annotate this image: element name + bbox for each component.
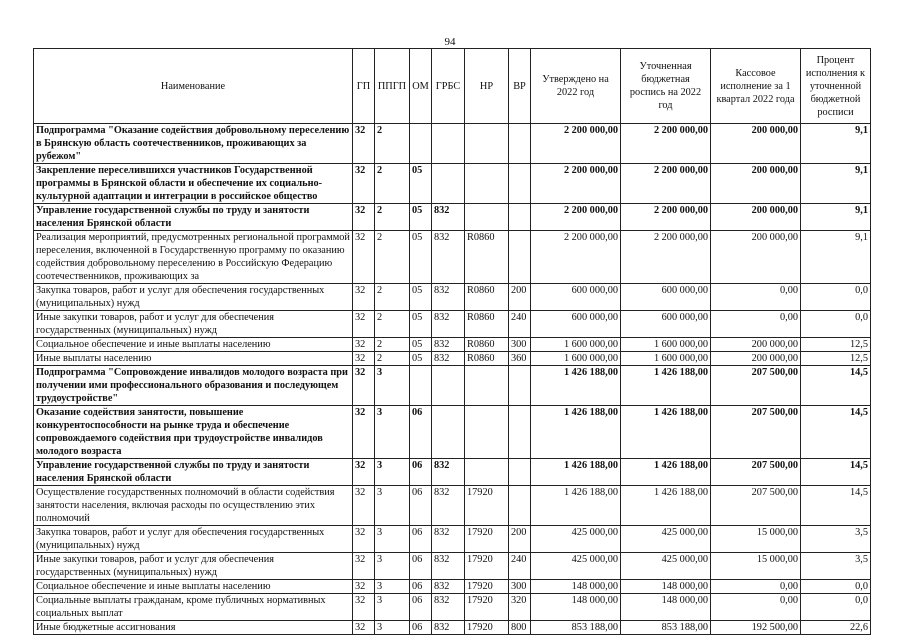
execution-percent-cell: 0,0 <box>801 284 871 311</box>
grbs-cell: 832 <box>432 338 465 352</box>
grbs-cell: 832 <box>432 526 465 553</box>
name-cell: Иные бюджетные ассигнования <box>34 621 353 635</box>
cash-execution-cell: 207 500,00 <box>711 486 801 526</box>
name-cell: Иные закупки товаров, работ и услуг для обеспечения государственных (муниципальных) нужд <box>34 553 353 580</box>
gp-cell: 32 <box>353 284 375 311</box>
header-ppgp: ППГП <box>375 49 410 124</box>
execution-percent-cell: 3,5 <box>801 526 871 553</box>
gp-cell: 32 <box>353 204 375 231</box>
om-cell: 06 <box>410 594 432 621</box>
ppgp-cell: 3 <box>375 594 410 621</box>
om-cell: 06 <box>410 553 432 580</box>
cash-execution-cell: 200 000,00 <box>711 164 801 204</box>
ppgp-cell: 2 <box>375 284 410 311</box>
name-cell: Подпрограмма "Оказание содействия добровольному переселению в Брянскую область соотечественников, проживающих за рубежом" <box>34 124 353 164</box>
ppgp-cell: 3 <box>375 366 410 406</box>
gp-cell: 32 <box>353 311 375 338</box>
header-name: Наименование <box>34 49 353 124</box>
nr-cell <box>465 406 509 459</box>
cash-execution-cell: 15 000,00 <box>711 553 801 580</box>
grbs-cell <box>432 164 465 204</box>
om-cell: 05 <box>410 164 432 204</box>
ppgp-cell: 3 <box>375 486 410 526</box>
execution-percent-cell: 12,5 <box>801 338 871 352</box>
refined-budget-cell: 425 000,00 <box>621 526 711 553</box>
nr-cell: 17920 <box>465 594 509 621</box>
name-cell: Закупка товаров, работ и услуг для обеспечения государственных (муниципальных) нужд <box>34 284 353 311</box>
ppgp-cell: 2 <box>375 204 410 231</box>
vr-cell <box>509 459 531 486</box>
refined-budget-cell: 600 000,00 <box>621 284 711 311</box>
om-cell: 05 <box>410 204 432 231</box>
ppgp-cell: 2 <box>375 231 410 284</box>
gp-cell: 32 <box>353 406 375 459</box>
approved-cell: 853 188,00 <box>531 621 621 635</box>
gp-cell: 32 <box>353 621 375 635</box>
grbs-cell <box>432 366 465 406</box>
execution-percent-cell: 3,5 <box>801 553 871 580</box>
grbs-cell: 832 <box>432 594 465 621</box>
om-cell <box>410 124 432 164</box>
gp-cell: 32 <box>353 338 375 352</box>
grbs-cell: 832 <box>432 352 465 366</box>
refined-budget-cell: 2 200 000,00 <box>621 231 711 284</box>
execution-percent-cell: 9,1 <box>801 164 871 204</box>
table-row <box>34 459 871 486</box>
grbs-cell: 832 <box>432 204 465 231</box>
execution-percent-cell: 9,1 <box>801 204 871 231</box>
refined-budget-cell: 1 426 188,00 <box>621 406 711 459</box>
cash-execution-cell: 207 500,00 <box>711 366 801 406</box>
om-cell: 05 <box>410 311 432 338</box>
cash-execution-cell: 0,00 <box>711 580 801 594</box>
cash-execution-cell: 0,00 <box>711 311 801 338</box>
table-row <box>34 366 871 406</box>
om-cell: 05 <box>410 352 432 366</box>
table-row <box>34 594 871 621</box>
header-refined-budget: Уточненная бюджетная роспись на 2022 год <box>621 49 711 124</box>
grbs-cell: 832 <box>432 621 465 635</box>
header-cash-execution: Кассовое исполнение за 1 квартал 2022 года <box>711 49 801 124</box>
table-row <box>34 284 871 311</box>
name-cell: Закрепление переселившихся участников Государственной программы в Брянской области и обеспечение их социально-культурной адаптации и интеграции в российское общество <box>34 164 353 204</box>
gp-cell: 32 <box>353 580 375 594</box>
header-approved: Утверждено на 2022 год <box>531 49 621 124</box>
refined-budget-cell: 148 000,00 <box>621 594 711 621</box>
name-cell: Иные выплаты населению <box>34 352 353 366</box>
om-cell: 06 <box>410 580 432 594</box>
table-row <box>34 580 871 594</box>
vr-cell: 360 <box>509 352 531 366</box>
table-row <box>34 526 871 553</box>
vr-cell: 300 <box>509 338 531 352</box>
table-body <box>34 124 871 635</box>
execution-percent-cell: 22,6 <box>801 621 871 635</box>
refined-budget-cell: 853 188,00 <box>621 621 711 635</box>
table-row <box>34 406 871 459</box>
cash-execution-cell: 192 500,00 <box>711 621 801 635</box>
refined-budget-cell: 425 000,00 <box>621 553 711 580</box>
ppgp-cell: 2 <box>375 338 410 352</box>
gp-cell: 32 <box>353 366 375 406</box>
name-cell: Управление государственной службы по труду и занятости населения Брянской области <box>34 204 353 231</box>
nr-cell: R0860 <box>465 352 509 366</box>
table-row <box>34 338 871 352</box>
execution-percent-cell: 0,0 <box>801 594 871 621</box>
vr-cell <box>509 366 531 406</box>
name-cell: Социальное обеспечение и иные выплаты населению <box>34 580 353 594</box>
nr-cell: 17920 <box>465 621 509 635</box>
name-cell: Управление государственной службы по труду и занятости населения Брянской области <box>34 459 353 486</box>
table-row <box>34 231 871 284</box>
nr-cell: R0860 <box>465 231 509 284</box>
ppgp-cell: 2 <box>375 124 410 164</box>
ppgp-cell: 2 <box>375 164 410 204</box>
execution-percent-cell: 12,5 <box>801 352 871 366</box>
approved-cell: 2 200 000,00 <box>531 231 621 284</box>
refined-budget-cell: 1 600 000,00 <box>621 338 711 352</box>
cash-execution-cell: 200 000,00 <box>711 124 801 164</box>
cash-execution-cell: 200 000,00 <box>711 231 801 284</box>
nr-cell <box>465 164 509 204</box>
approved-cell: 148 000,00 <box>531 594 621 621</box>
cash-execution-cell: 200 000,00 <box>711 352 801 366</box>
ppgp-cell: 3 <box>375 580 410 594</box>
name-cell: Оказание содействия занятости, повышение конкурентоспособности на рынке труда и обеспечение сопровождаемого содействия при трудоустройстве инвалидов молодого возраста <box>34 406 353 459</box>
nr-cell: R0860 <box>465 311 509 338</box>
ppgp-cell: 3 <box>375 553 410 580</box>
approved-cell: 600 000,00 <box>531 311 621 338</box>
name-cell: Реализация мероприятий, предусмотренных региональной программой переселения, включенной в Государственную программу по оказанию содействия добровольному переселению в Российскую Федерацию соотечественников, проживающих за <box>34 231 353 284</box>
refined-budget-cell: 2 200 000,00 <box>621 204 711 231</box>
name-cell: Социальное обеспечение и иные выплаты населению <box>34 338 353 352</box>
nr-cell: 17920 <box>465 526 509 553</box>
approved-cell: 600 000,00 <box>531 284 621 311</box>
ppgp-cell: 2 <box>375 352 410 366</box>
approved-cell: 425 000,00 <box>531 526 621 553</box>
approved-cell: 1 426 188,00 <box>531 459 621 486</box>
gp-cell: 32 <box>353 526 375 553</box>
gp-cell: 32 <box>353 231 375 284</box>
nr-cell: 17920 <box>465 580 509 594</box>
header-om: ОМ <box>410 49 432 124</box>
name-cell: Социальные выплаты гражданам, кроме публичных нормативных социальных выплат <box>34 594 353 621</box>
execution-percent-cell: 14,5 <box>801 459 871 486</box>
refined-budget-cell: 1 426 188,00 <box>621 486 711 526</box>
grbs-cell: 832 <box>432 459 465 486</box>
grbs-cell: 832 <box>432 311 465 338</box>
table-row <box>34 311 871 338</box>
vr-cell: 240 <box>509 553 531 580</box>
execution-percent-cell: 14,5 <box>801 406 871 459</box>
vr-cell: 200 <box>509 284 531 311</box>
name-cell: Закупка товаров, работ и услуг для обеспечения государственных (муниципальных) нужд <box>34 526 353 553</box>
approved-cell: 1 426 188,00 <box>531 486 621 526</box>
name-cell: Подпрограмма "Сопровождение инвалидов молодого возраста при получении ими профессионального образования и последующем трудоустройстве" <box>34 366 353 406</box>
approved-cell: 1 600 000,00 <box>531 352 621 366</box>
approved-cell: 2 200 000,00 <box>531 204 621 231</box>
ppgp-cell: 3 <box>375 406 410 459</box>
refined-budget-cell: 1 600 000,00 <box>621 352 711 366</box>
cash-execution-cell: 0,00 <box>711 594 801 621</box>
cash-execution-cell: 0,00 <box>711 284 801 311</box>
execution-percent-cell: 14,5 <box>801 366 871 406</box>
cash-execution-cell: 15 000,00 <box>711 526 801 553</box>
nr-cell: R0860 <box>465 338 509 352</box>
table-row <box>34 164 871 204</box>
cash-execution-cell: 200 000,00 <box>711 204 801 231</box>
gp-cell: 32 <box>353 352 375 366</box>
table-header-row <box>34 49 871 124</box>
approved-cell: 1 426 188,00 <box>531 366 621 406</box>
grbs-cell <box>432 406 465 459</box>
nr-cell <box>465 124 509 164</box>
table-row <box>34 204 871 231</box>
nr-cell: 17920 <box>465 486 509 526</box>
ppgp-cell: 3 <box>375 621 410 635</box>
approved-cell: 1 426 188,00 <box>531 406 621 459</box>
name-cell: Осуществление государственных полномочий в области содействия занятости населения, включая расходы по осуществлению этих полномочий <box>34 486 353 526</box>
table-row <box>34 621 871 635</box>
execution-percent-cell: 0,0 <box>801 311 871 338</box>
name-cell: Иные закупки товаров, работ и услуг для обеспечения государственных (муниципальных) нужд <box>34 311 353 338</box>
gp-cell: 32 <box>353 124 375 164</box>
budget-table <box>33 48 871 635</box>
approved-cell: 2 200 000,00 <box>531 164 621 204</box>
vr-cell <box>509 124 531 164</box>
vr-cell <box>509 231 531 284</box>
approved-cell: 425 000,00 <box>531 553 621 580</box>
vr-cell <box>509 164 531 204</box>
nr-cell: R0860 <box>465 284 509 311</box>
vr-cell: 800 <box>509 621 531 635</box>
nr-cell <box>465 204 509 231</box>
execution-percent-cell: 14,5 <box>801 486 871 526</box>
execution-percent-cell: 9,1 <box>801 231 871 284</box>
table-row <box>34 124 871 164</box>
grbs-cell: 832 <box>432 486 465 526</box>
grbs-cell: 832 <box>432 580 465 594</box>
header-execution-percent: Процент исполнения к уточненной бюджетной росписи <box>801 49 871 124</box>
om-cell: 05 <box>410 284 432 311</box>
gp-cell: 32 <box>353 553 375 580</box>
gp-cell: 32 <box>353 164 375 204</box>
om-cell: 06 <box>410 621 432 635</box>
nr-cell: 17920 <box>465 553 509 580</box>
om-cell: 05 <box>410 231 432 284</box>
approved-cell: 148 000,00 <box>531 580 621 594</box>
vr-cell: 300 <box>509 580 531 594</box>
ppgp-cell: 3 <box>375 526 410 553</box>
cash-execution-cell: 207 500,00 <box>711 406 801 459</box>
table-row <box>34 352 871 366</box>
om-cell <box>410 366 432 406</box>
vr-cell: 240 <box>509 311 531 338</box>
gp-cell: 32 <box>353 486 375 526</box>
header-vr: ВР <box>509 49 531 124</box>
approved-cell: 2 200 000,00 <box>531 124 621 164</box>
refined-budget-cell: 1 426 188,00 <box>621 459 711 486</box>
grbs-cell: 832 <box>432 284 465 311</box>
ppgp-cell: 3 <box>375 459 410 486</box>
table-row <box>34 553 871 580</box>
cash-execution-cell: 207 500,00 <box>711 459 801 486</box>
ppgp-cell: 2 <box>375 311 410 338</box>
refined-budget-cell: 600 000,00 <box>621 311 711 338</box>
grbs-cell: 832 <box>432 553 465 580</box>
om-cell: 06 <box>410 526 432 553</box>
cash-execution-cell: 200 000,00 <box>711 338 801 352</box>
refined-budget-cell: 1 426 188,00 <box>621 366 711 406</box>
vr-cell <box>509 486 531 526</box>
nr-cell <box>465 366 509 406</box>
grbs-cell <box>432 124 465 164</box>
refined-budget-cell: 148 000,00 <box>621 580 711 594</box>
om-cell: 06 <box>410 406 432 459</box>
gp-cell: 32 <box>353 594 375 621</box>
approved-cell: 1 600 000,00 <box>531 338 621 352</box>
execution-percent-cell: 9,1 <box>801 124 871 164</box>
vr-cell <box>509 406 531 459</box>
vr-cell: 200 <box>509 526 531 553</box>
refined-budget-cell: 2 200 000,00 <box>621 124 711 164</box>
execution-percent-cell: 0,0 <box>801 580 871 594</box>
vr-cell: 320 <box>509 594 531 621</box>
header-nr: НР <box>465 49 509 124</box>
nr-cell <box>465 459 509 486</box>
vr-cell <box>509 204 531 231</box>
om-cell: 05 <box>410 338 432 352</box>
gp-cell: 32 <box>353 459 375 486</box>
header-gp: ГП <box>353 49 375 124</box>
refined-budget-cell: 2 200 000,00 <box>621 164 711 204</box>
header-grbs: ГРБС <box>432 49 465 124</box>
table-row <box>34 486 871 526</box>
om-cell: 06 <box>410 486 432 526</box>
om-cell: 06 <box>410 459 432 486</box>
grbs-cell: 832 <box>432 231 465 284</box>
page-number: 94 <box>444 36 456 48</box>
